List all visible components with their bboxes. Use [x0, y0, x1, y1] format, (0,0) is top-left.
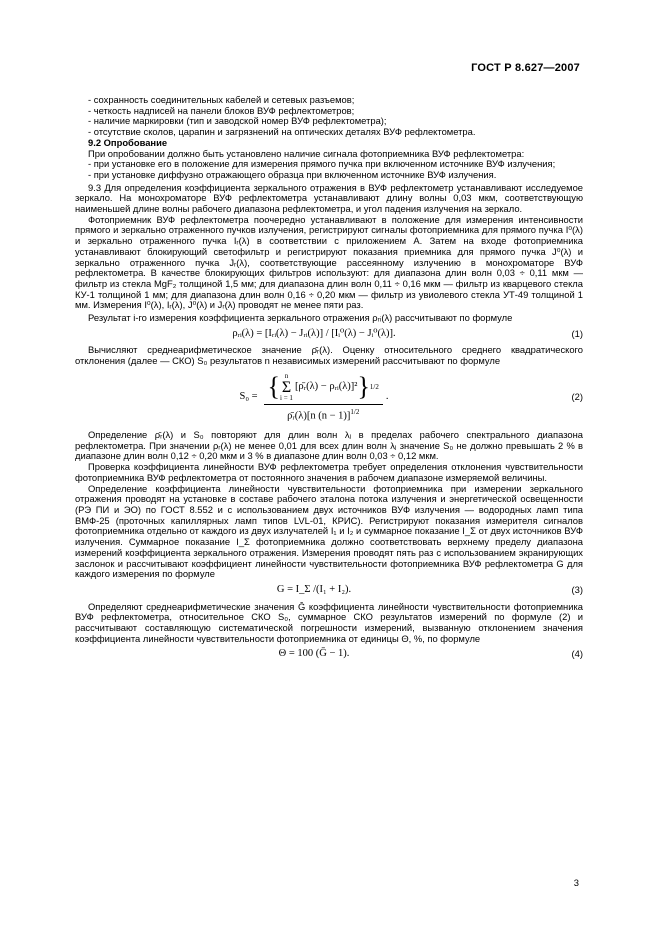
paragraph-9-2-intro: При опробовании должно быть установлено наличие сигнала фотоприемника ВУФ рефлектометра: [88, 147, 525, 159]
paragraph-9-2-item1: - при установке его в положение для измерения прямого пучка при включенном источнике ВУФ излучения; [88, 158, 556, 170]
paragraph-9-3-result: Результат i-го измерения коэффициента зеркального отражения ρᵣᵢ(λ) рассчитывают по формуле [88, 312, 513, 324]
formula-2-denominator: ρ̄ᵣ(λ)[n (n − 1)]$^{1/2}$ [287, 407, 360, 422]
formula-2 [75, 373, 583, 422]
section-heading-9-2: 9.2 Опробование [88, 136, 168, 148]
formula-2-end: . [385, 391, 389, 403]
formula-4-number: (4) [571, 648, 583, 660]
sum-lower-limit: i = 1 [280, 393, 293, 402]
paragraph-systematic-error: Определяют среднеарифметические значения Ḡ коэффициента линейности чувствительности фотоприемника ВУФ рефлектометра, относительное СКО S₀, суммарное СКО результатов измерений по формуле (2) и рассчитывают составляющую систематической погрешности измерений, вызванную отклонением значения коэффициента линейности чувствительности фотоприемника от единицы Θ, %, по формуле [75, 600, 583, 644]
formula-4 [75, 649, 583, 660]
paragraph-linearity-method: Определение коэффициента линейности чувствительности фотоприемника при измерении зеркального отражения проводят на установке в составе рабочего эталона потока излучения и энергетической освещенности (РЭ ПИ и ЭО) по ГОСТ 8.552 и с использованием двух источников ВУФ излучения — водородных ламп типа ВМФ-25 (проточных капиллярных ламп типов LVL-01, КРИС). Регистрируют показания измерителя сигналов фотоприемника отдельно от каждого из двух излучателей I₁ и I₂ и суммарное показание I_Σ от двух источников ВУФ излучения. Суммарное показание I_Σ фотоприемника должно соответствовать верхнему пределу диапазона измерений коэффициента зеркального отражения. Измерения проводят пять раз с использованием экранирующих заслонок и рассчитывают коэффициент линейности чувствительности фотоприемника ВУФ рефлектометра G для каждого измерения по формуле [75, 482, 583, 580]
paragraph-repeat-wavelengths: Определение ρ̄ᵣ(λ) и S₀ повторяют для длин волн λⱼ в пределах рабочего спектрального диапазона рефлектометра. При значении ρᵣ(λ) не менее 0,01 для всех длин волн λⱼ значение S₀ не должно превышать 2 % в диапазоне длин волн 0,12 ÷ 0,20 мкм и 3 % в диапазоне длин волн 0,03 ÷ 0,12 мкм. [75, 429, 583, 462]
formula-1-number: (1) [571, 327, 583, 339]
checklist-item-optics: - отсутствие сколов, царапин и загрязнений на оптических деталях ВУФ рефлектометра. [88, 126, 476, 138]
checklist-item-labels: - четкость надписей на панели блоков ВУФ рефлектометров; [88, 104, 355, 116]
sum-term: [ρ̄ᵣ(λ) − ρᵣᵢ(λ)]² [294, 381, 358, 393]
sum-symbol: n Σ i = 1 [280, 371, 293, 402]
paragraph-9-3-photodetector: Фотоприемник ВУФ рефлектометра поочередно устанавливают в положение для измерения интенсивности прямого и зеркально отраженного пучков излучения, регистрируют сигналы фотоприемника для прямого пучка I⁰(λ) и зеркально отраженного пучка Iᵣ(λ) в соответствии с приложением А. Затем на входе фотоприемника устанавливают блокирующий светофильтр и регистрируют показания приемника для прямого пучка J⁰(λ) и зеркально отраженного пучка Jᵣ(λ), соответствующие рассеянному излучению в монохроматоре ВУФ рефлектометра. В качестве блокирующих фильтров используют: для диапазона длин волн 0,03 ÷ 0,11 мкм — фильтр из стекла MgF₂ толщиной 1,5 мм; для диапазона длин волн 0,11 ÷ 0,16 мкм — фильтр из кварцевого стекла КУ-1 толщиной 1 мм; для диапазона длин волн 0,16 ÷ 0,20 мкм — фильтр из увиолевого стекла УТ-49 толщиной 1 мм. Измерения I⁰(λ), Iᵣ(λ), J⁰(λ) и Jᵣ(λ) проводят не менее пяти раз. [75, 213, 583, 311]
formula-2-number: (2) [571, 391, 583, 403]
checklist-item-cables: - сохранность соединительных кабелей и сетевых разъемов; [88, 94, 355, 105]
document-body [75, 95, 583, 666]
formula-1 [75, 329, 583, 340]
paragraph-9-3-intro: 9.3 Для определения коэффициента зеркального отражения в ВУФ рефлектометр устанавливают исследуемое зеркало. На монохроматоре ВУФ рефлектометра устанавливают длину волны 0,03 мкм, соответствующую наименьшей длине волны рабочего диапазона рефлектометра, и угол падения излучения на зеркало. [75, 181, 583, 215]
numerator-power: 1/2 [369, 383, 379, 392]
denominator-power: 1/2 [350, 407, 360, 416]
page-number: 3 [573, 877, 579, 888]
paragraph-mean-value: Вычисляют среднеарифметическое значение ρ̄ᵣ(λ). Оценку относительного среднего квадратического отклонения (далее — СКО) S₀ результатов n независимых измерений рассчитывают по формуле [75, 344, 583, 367]
formula-3-expression: G = I_Σ /(I₁ + I₂). [276, 583, 352, 595]
sum-upper-limit: n [284, 371, 289, 380]
formula-2-fraction [264, 373, 383, 422]
paragraph-9-2-item2: - при установке диффузно отражающего образца при включенном источнике ВУФ излучения. [88, 168, 497, 180]
formula-2-numerator: { n Σ i = 1 [ρ̄ᵣ(λ) − ρᵣᵢ(λ)]² } 1/2 [267, 371, 379, 402]
formula-1-expression: ρᵣᵢ(λ) = [Iᵣᵢ(λ) − Jᵣᵢ(λ)] / [Iᵢ⁰(λ) − Jᵢ⁰(λ)]. [232, 327, 396, 339]
checklist-item-marking: - наличие маркировки (тип и заводской номер ВУФ рефлектометра); [88, 115, 387, 127]
formula-2-lhs: S₀ = [239, 391, 258, 403]
paragraph-linearity-check: Проверка коэффициента линейности ВУФ рефлектометра требует определения отклонения чувствительности фотоприемника ВУФ рефлектометра от постоянного значения в рабочем диапазоне измеряемой величины. [75, 461, 583, 483]
document-header: ГОСТ Р 8.627—2007 [471, 62, 580, 74]
formula-4-expression: Θ = 100 (Ḡ − 1). [278, 648, 350, 660]
formula-2-expression [75, 373, 553, 422]
formula-3 [75, 585, 583, 596]
formula-3-number: (3) [571, 583, 583, 595]
